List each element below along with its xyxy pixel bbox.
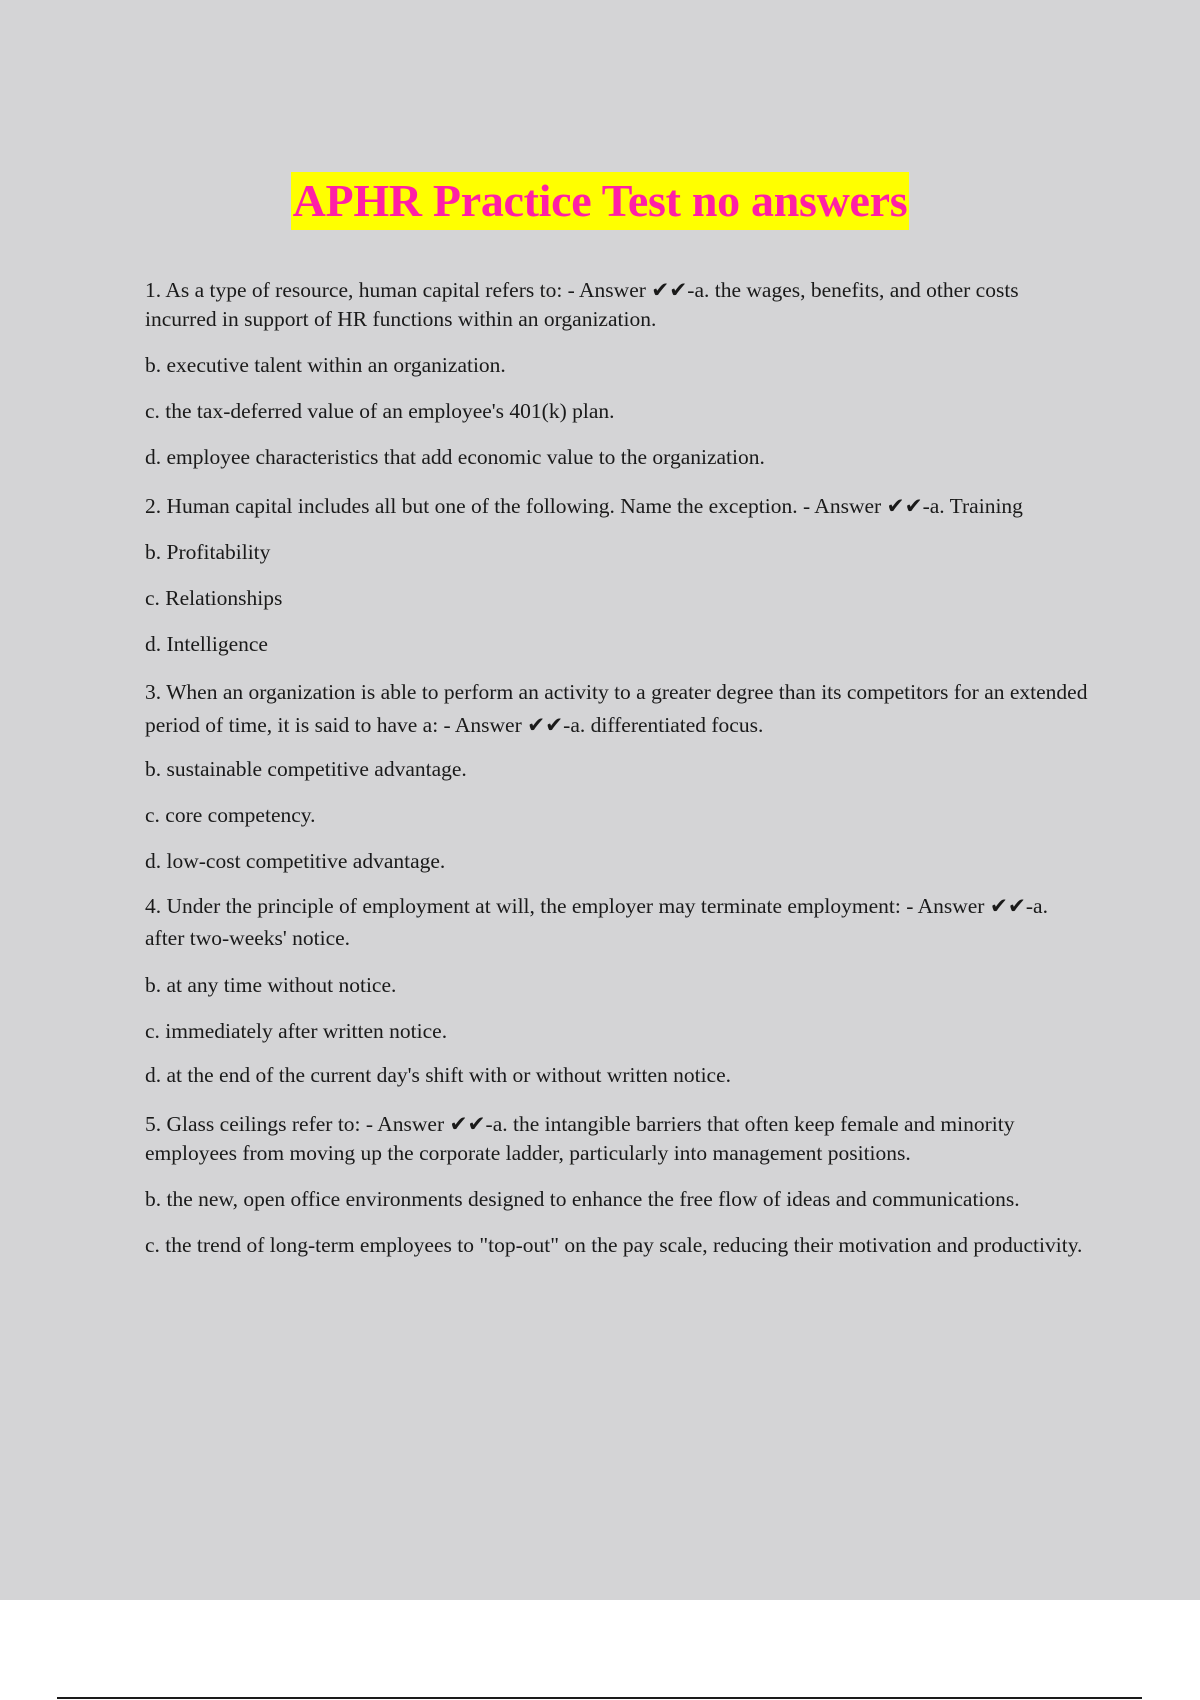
- question-1-option-b: b. executive talent within an organization.: [145, 353, 506, 377]
- question-1-option-d: d. employee characteristics that add economic value to the organization.: [145, 445, 765, 469]
- question-5-option-b: b. the new, open office environments designed to enhance the free flow of ideas and communications.: [145, 1187, 1020, 1211]
- question-4-option-b: b. at any time without notice.: [145, 973, 397, 997]
- document-title: APHR Practice Test no answers: [291, 172, 910, 230]
- footer-divider: [57, 1697, 1142, 1699]
- question-3: 3. When an organization is able to perform an activity to a greater degree than its competitors for an extended period of time, it is said to have a: - Answer ✔✔-a. differentiated focus.: [145, 680, 1088, 737]
- question-3-option-d: d. low-cost competitive advantage.: [145, 849, 446, 873]
- question-1: 1. As a type of resource, human capital refers to: - Answer ✔✔-a. the wages, benefits, and other costs incurred in support of HR functions within an organization.: [145, 278, 1019, 331]
- question-2-option-b: b. Profitability: [145, 540, 271, 564]
- question-2-option-d: d. Intelligence: [145, 632, 268, 656]
- question-4-option-c: c. immediately after written notice.: [145, 1019, 448, 1043]
- question-5: 5. Glass ceilings refer to: - Answer ✔✔-a. the intangible barriers that often keep female and minority employees from moving up the corporate ladder, particularly into management positions.: [145, 1112, 1015, 1165]
- question-2-option-c: c. Relationships: [145, 586, 283, 610]
- question-list: [145, 276, 1090, 1260]
- question-3-option-b: b. sustainable competitive advantage.: [145, 757, 467, 781]
- question-1-option-c: c. the tax-deferred value of an employee's 401(k) plan.: [145, 399, 615, 423]
- question-3-option-c: c. core competency.: [145, 803, 316, 827]
- title-container: [0, 172, 1200, 230]
- question-4-option-d: d. at the end of the current day's shift with or without written notice.: [145, 1063, 732, 1087]
- question-2: 2. Human capital includes all but one of the following. Name the exception. - Answer ✔✔-a. Training: [145, 494, 1023, 518]
- question-4: 4. Under the principle of employment at will, the employer may terminate employment: - Answer ✔✔-a. after two-weeks' notice.: [145, 894, 1048, 950]
- question-5-option-c: c. the trend of long-term employees to "top-out" on the pay scale, reducing their motivation and productivity.: [145, 1233, 1083, 1257]
